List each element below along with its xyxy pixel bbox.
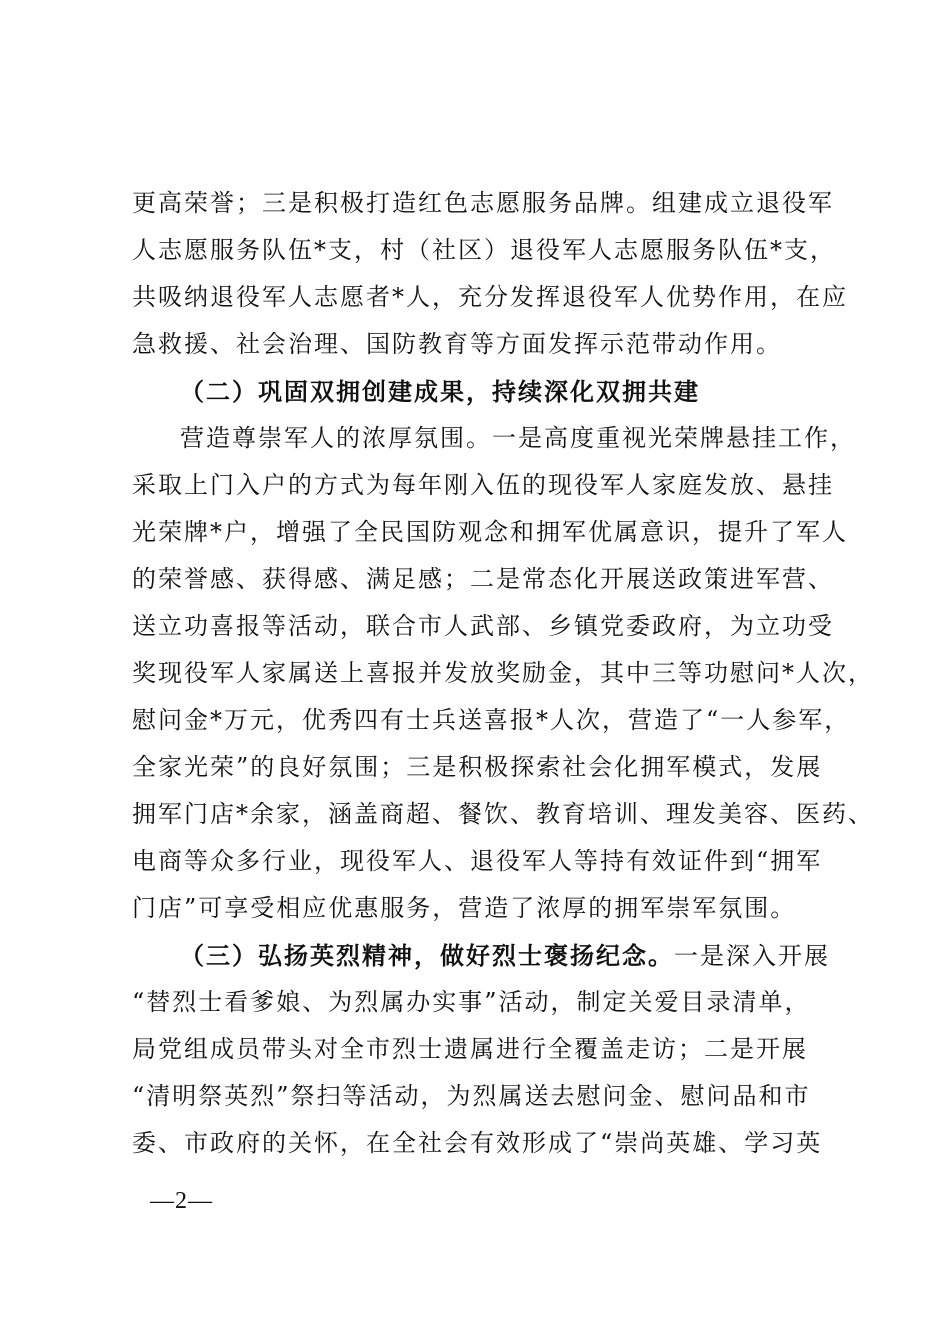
body-line: 门店”可享受相应优惠服务，营造了浓厚的拥军崇军氛围。 (132, 894, 797, 922)
body-line: 拥军门店*余家，涵盖商超、餐饮、教育培训、理发美容、医药、 (132, 800, 874, 828)
section-3-intro-text: 一是深入开展 (674, 942, 830, 970)
body-line: 光荣牌*户，增强了全民国防观念和拥军优属意识，提升了军人 (132, 518, 848, 546)
body-line: 更高荣誉；三是积极打造红色志愿服务品牌。组建成立退役军 (132, 189, 834, 217)
body-line: “清明祭英烈”祭扫等活动，为烈属送去慰问金、慰问品和市 (132, 1082, 811, 1110)
body-line: 局党组成员带头对全市烈士遗属进行全覆盖走访；二是开展 (132, 1035, 808, 1063)
body-line: 全家光荣”的良好氛围；三是积极探索社会化拥军模式，发展 (132, 753, 823, 781)
body-line: 采取上门入户的方式为每年刚入伍的现役军人家庭发放、悬挂 (132, 471, 834, 499)
page-number: —2— (150, 1188, 213, 1214)
body-line: 电商等众多行业，现役军人、退役军人等持有效证件到“拥军 (132, 847, 823, 875)
body-line: 急救援、社会治理、国防教育等方面发挥示范带动作用。 (132, 330, 782, 358)
body-line: 共吸纳退役军人志愿者*人，充分发挥退役军人优势作用，在应 (132, 283, 848, 311)
body-line: 人志愿服务队伍*支，村（社区）退役军人志愿服务队伍*支， (132, 236, 836, 264)
section-2-heading: （二）巩固双拥创建成果，持续深化双拥共建 (180, 377, 700, 406)
body-line: 送立功喜报等活动，联合市人武部、乡镇党委政府，为立功受 (132, 612, 834, 640)
body-line: 奖现役军人家属送上喜报并发放奖励金，其中三等功慰问*人次， (132, 659, 874, 687)
section-3-first-line (132, 932, 832, 979)
body-line: “替烈士看爹娘、为烈属办实事”活动，制定关爱目录清单， (132, 988, 811, 1016)
body-line: 慰问金*万元，优秀四有士兵送喜报*人次，营造了“一人参军， (132, 706, 851, 734)
section-3-heading: （三）弘扬英烈精神，做好烈士褒扬纪念。 (180, 941, 674, 970)
body-line: 的荣誉感、获得感、满足感；二是常态化开展送政策进军营、 (132, 565, 834, 593)
body-line: 委、市政府的关怀，在全社会有效形成了“崇尚英雄、学习英 (132, 1129, 823, 1157)
body-line: 营造尊崇军人的浓厚氛围。一是高度重视光荣牌悬挂工作， (180, 424, 856, 452)
document-body (132, 180, 874, 1167)
